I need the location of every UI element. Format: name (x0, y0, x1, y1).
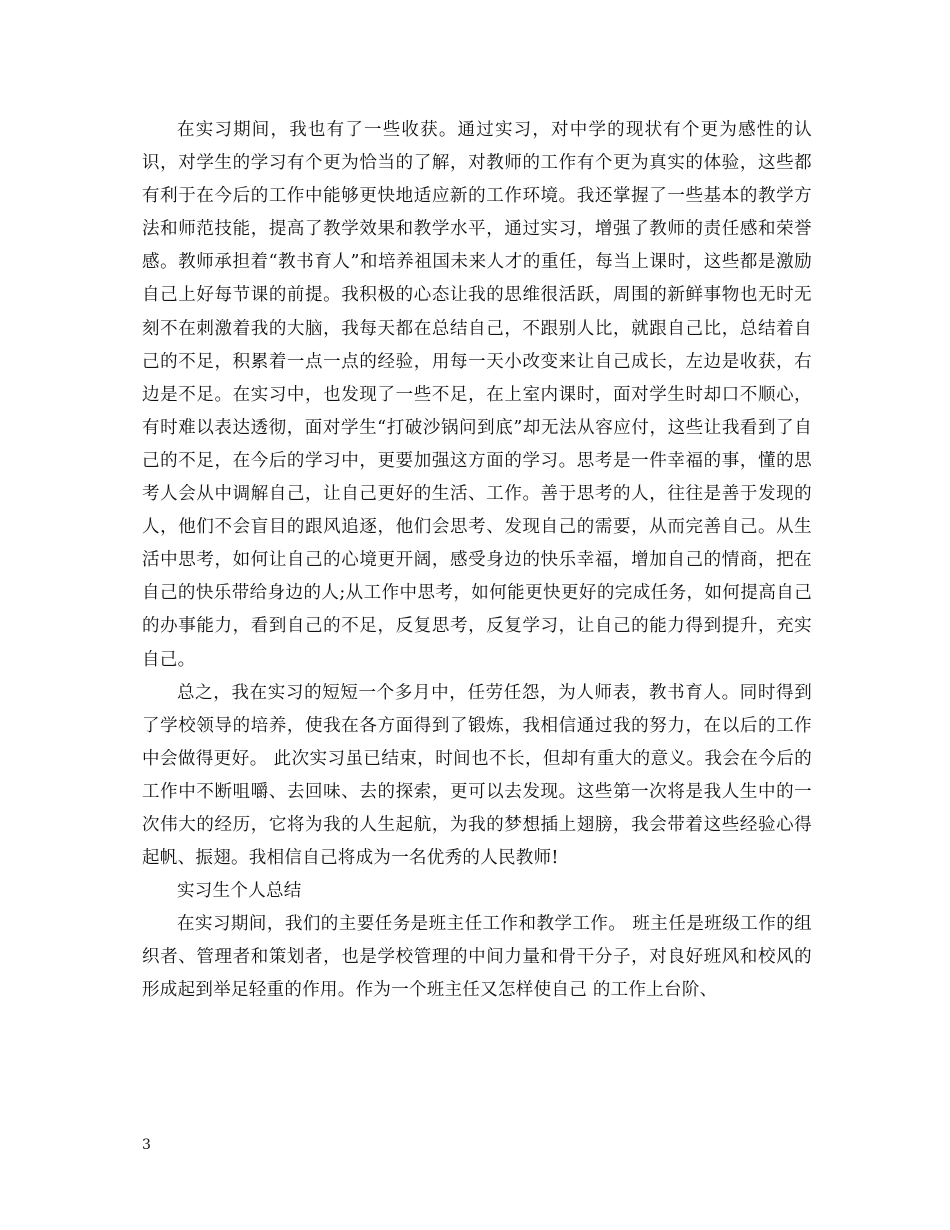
paragraph-internship-gains: 在实习期间，我也有了一些收获。通过实习，对中学的现状有个更为感性的认识，对学生的学习有个更为恰当的了解，对教师的工作有个更为真实的体验，这些都有利于在今后的工作中能够更快地适应新的工作环境。我还掌握了一些基本的教学方法和师范技能，提高了教学效果和教学水平，通过实习，增强了教师的责任感和荣誉感。教师承担着“教书育人”和培养祖国未来人才的重任，每当上课时，这些都是激励自己上好每节课的前提。我积极的心态让我的思维很活跃，周围的新鲜事物也无时无刻不在刺激着我的大脑，我每天都在总结自己，不跟别人比，就跟自己比，总结着自己的不足，积累着一点一点的经验，用每一天小改变来让自己成长，左边是收获，右边是不足。在实习中，也发现了一些不足，在上室内课时，面对学生时却口不顺心，有时难以表达透彻，面对学生“打破沙锅问到底”却无法从容应付，这些让我看到了自己的不足，在今后的学习中，更要加强这方面的学习。思考是一件幸福的事，懂的思考人会从中调解自己，让自己更好的生活、工作。善于思考的人，往往是善于发现的人，他们不会盲目的跟风追逐，他们会思考、发现自己的需要，从而完善自己。从生活中思考，如何让自己的心境更开阔，感受身边的快乐幸福，增加自己的情商，把在自己的快乐带给身边的人;从工作中思考，如何能更快更好的完成任务，如何提高自己的办事能力，看到自己的不足，反复思考，反复学习，让自己的能力得到提升，充实自己。 (142, 120, 812, 670)
paragraph-head-teacher-work: 在实习期间，我们的主要任务是班主任工作和教学工作。 班主任是班级工作的组织者、管理者和策划者，也是学校管理的中间力量和骨干分子，对良好班风和校风的形成起到举足轻重的作用。作为一个班主任又怎样使自己 的工作上台阶、 (142, 914, 812, 1001)
document-body (142, 114, 812, 1008)
page-number: 3 (142, 1137, 151, 1153)
paragraph-conclusion: 总之，我在实习的短短一个多月中，任劳任怨，为人师表，教书育人。同时得到了学校领导的培养，使我在各方面得到了锻炼，我相信通过我的努力，在以后的工作中会做得更好。 此次实习虽已结束，时间也不长，但却有重大的意义。我会在今后的工作中不断咀嚼、去回味、去的探索，更可以去发现。这些第一次将是我人生中的一次伟大的经历，它将为我的人生起航，为我的梦想插上翅膀，我会带着这些经验心得起帆、振翅。我相信自己将成为一名优秀的人民教师! (142, 682, 812, 869)
section-heading: 实习生个人总结 (177, 881, 302, 902)
